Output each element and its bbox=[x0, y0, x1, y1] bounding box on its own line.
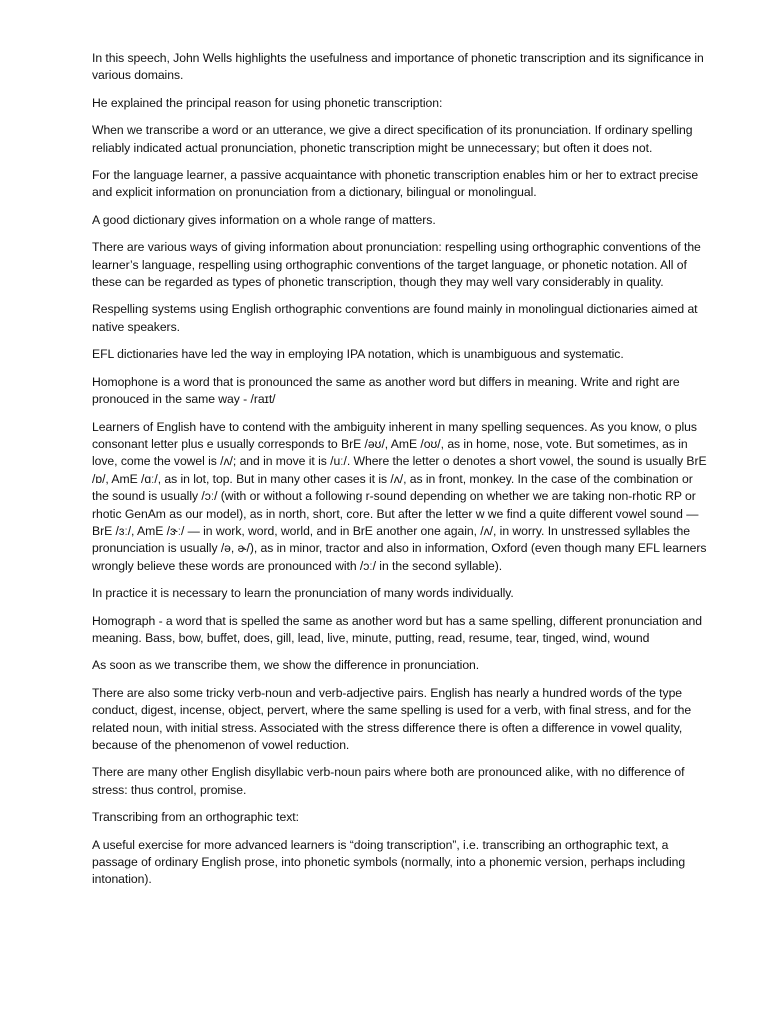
paragraph-disyllabic-pairs: There are many other English disyllabic verb-noun pairs where both are pronounced alike, with no difference of stress: thus control, promise. bbox=[92, 765, 685, 797]
paragraph-ways-of-information: There are various ways of giving information about pronunciation: respelling using orthographic conventions of the learner’s language, respelling using orthographic conventions of the target language, or phonetic notation. All of these can be regarded as types of phonetic transcription, though they may well vary considerably in quality. bbox=[92, 240, 701, 290]
paragraph-efl-dictionaries: EFL dictionaries have led the way in employing IPA notation, which is unambiguous and systematic. bbox=[92, 347, 624, 362]
paragraph-verb-noun-pairs: There are also some tricky verb-noun and verb-adjective pairs. English has nearly a hundred words of the type conduct, digest, incense, object, pervert, where the same spelling is used for a verb, with final stress, and for the related noun, with initial stress. Associated with the stress difference there is often a difference in vowel quality, because of the phenomenon of vowel reduction. bbox=[92, 685, 692, 752]
paragraph-spelling-ambiguity: Learners of English have to contend with the ambiguity inherent in many spelling sequences. As you know, o plus consonant letter plus e usually corresponds to BrE /əʊ/, AmE /oʊ/, as in home, nose, vote. But sometimes, as in love, come the vowel is /ʌ/; and in move it is /uː/. Where the letter o denotes a short vowel, the sound is usually BrE /ɒ/, AmE /ɑː/, as in lot, top. But in many other cases it is /ʌ/, as in front, monkey. In the case of the combination or the sound is usually /ɔː/ (with or without a following r-sound depending on whether we are taking non-rhotic RP or rhotic GenAm as our model), as in north, short, core. But after the letter w we find a quite different vowel sound — BrE /ɜː/, AmE /ɝː/ — in work, word, world, and in BrE another one again, /ʌ/, in worry. In unstressed syllables the pronunciation is usually /ə, ɚ/), as in minor, tractor and also in information, Oxford (even though many EFL learners wrongly believe these words are pronounced with /ɔː/ in the second syllable). bbox=[92, 419, 707, 573]
paragraph-homophone: Homophone is a word that is pronounced the same as another word but differs in meaning. Write and right are pronouced in the same way - /raɪt/ bbox=[92, 374, 680, 407]
paragraph-transcribing-heading: Transcribing from an orthographic text: bbox=[92, 810, 299, 825]
paragraph-useful-exercise: A useful exercise for more advanced learners is “doing transcription”, i.e. transcribing an orthographic text, a passage of ordinary English prose, into phonetic symbols (normally, into a phonemic version, perhaps including intonation). bbox=[92, 837, 686, 887]
paragraph-transcribe-utterance: When we transcribe a word or an utterance, we give a direct specification of its pronunciation. If ordinary spelling reliably indicated actual pronunciation, phonetic transcription might be unnecessary; but often it does not. bbox=[92, 123, 693, 155]
paragraph-in-practice: In practice it is necessary to learn the pronunciation of many words individually. bbox=[92, 586, 514, 601]
paragraph-principal-reason: He explained the principal reason for using phonetic transcription: bbox=[92, 95, 443, 110]
paragraph-as-soon-as: As soon as we transcribe them, we show the difference in pronunciation. bbox=[92, 658, 480, 673]
paragraph-respelling-systems: Respelling systems using English orthographic conventions are found mainly in monolingual dictionaries aimed at native speakers. bbox=[92, 302, 698, 334]
paragraph-language-learner: For the language learner, a passive acquaintance with phonetic transcription enables him or her to extract precise and explicit information on pronunciation from a dictionary, bilingual or monolingual. bbox=[92, 168, 699, 200]
paragraph-good-dictionary: A good dictionary gives information on a whole range of matters. bbox=[92, 212, 436, 227]
document-page bbox=[92, 50, 710, 899]
paragraph-intro: In this speech, John Wells highlights the usefulness and importance of phonetic transcription and its significance in various domains. bbox=[92, 51, 704, 83]
paragraph-homograph: Homograph - a word that is spelled the same as another word but has a same spelling, different pronunciation and meaning. Bass, bow, buffet, does, gill, lead, live, minute, putting, read, resume, tear, tinged, wind, wound bbox=[92, 613, 703, 645]
